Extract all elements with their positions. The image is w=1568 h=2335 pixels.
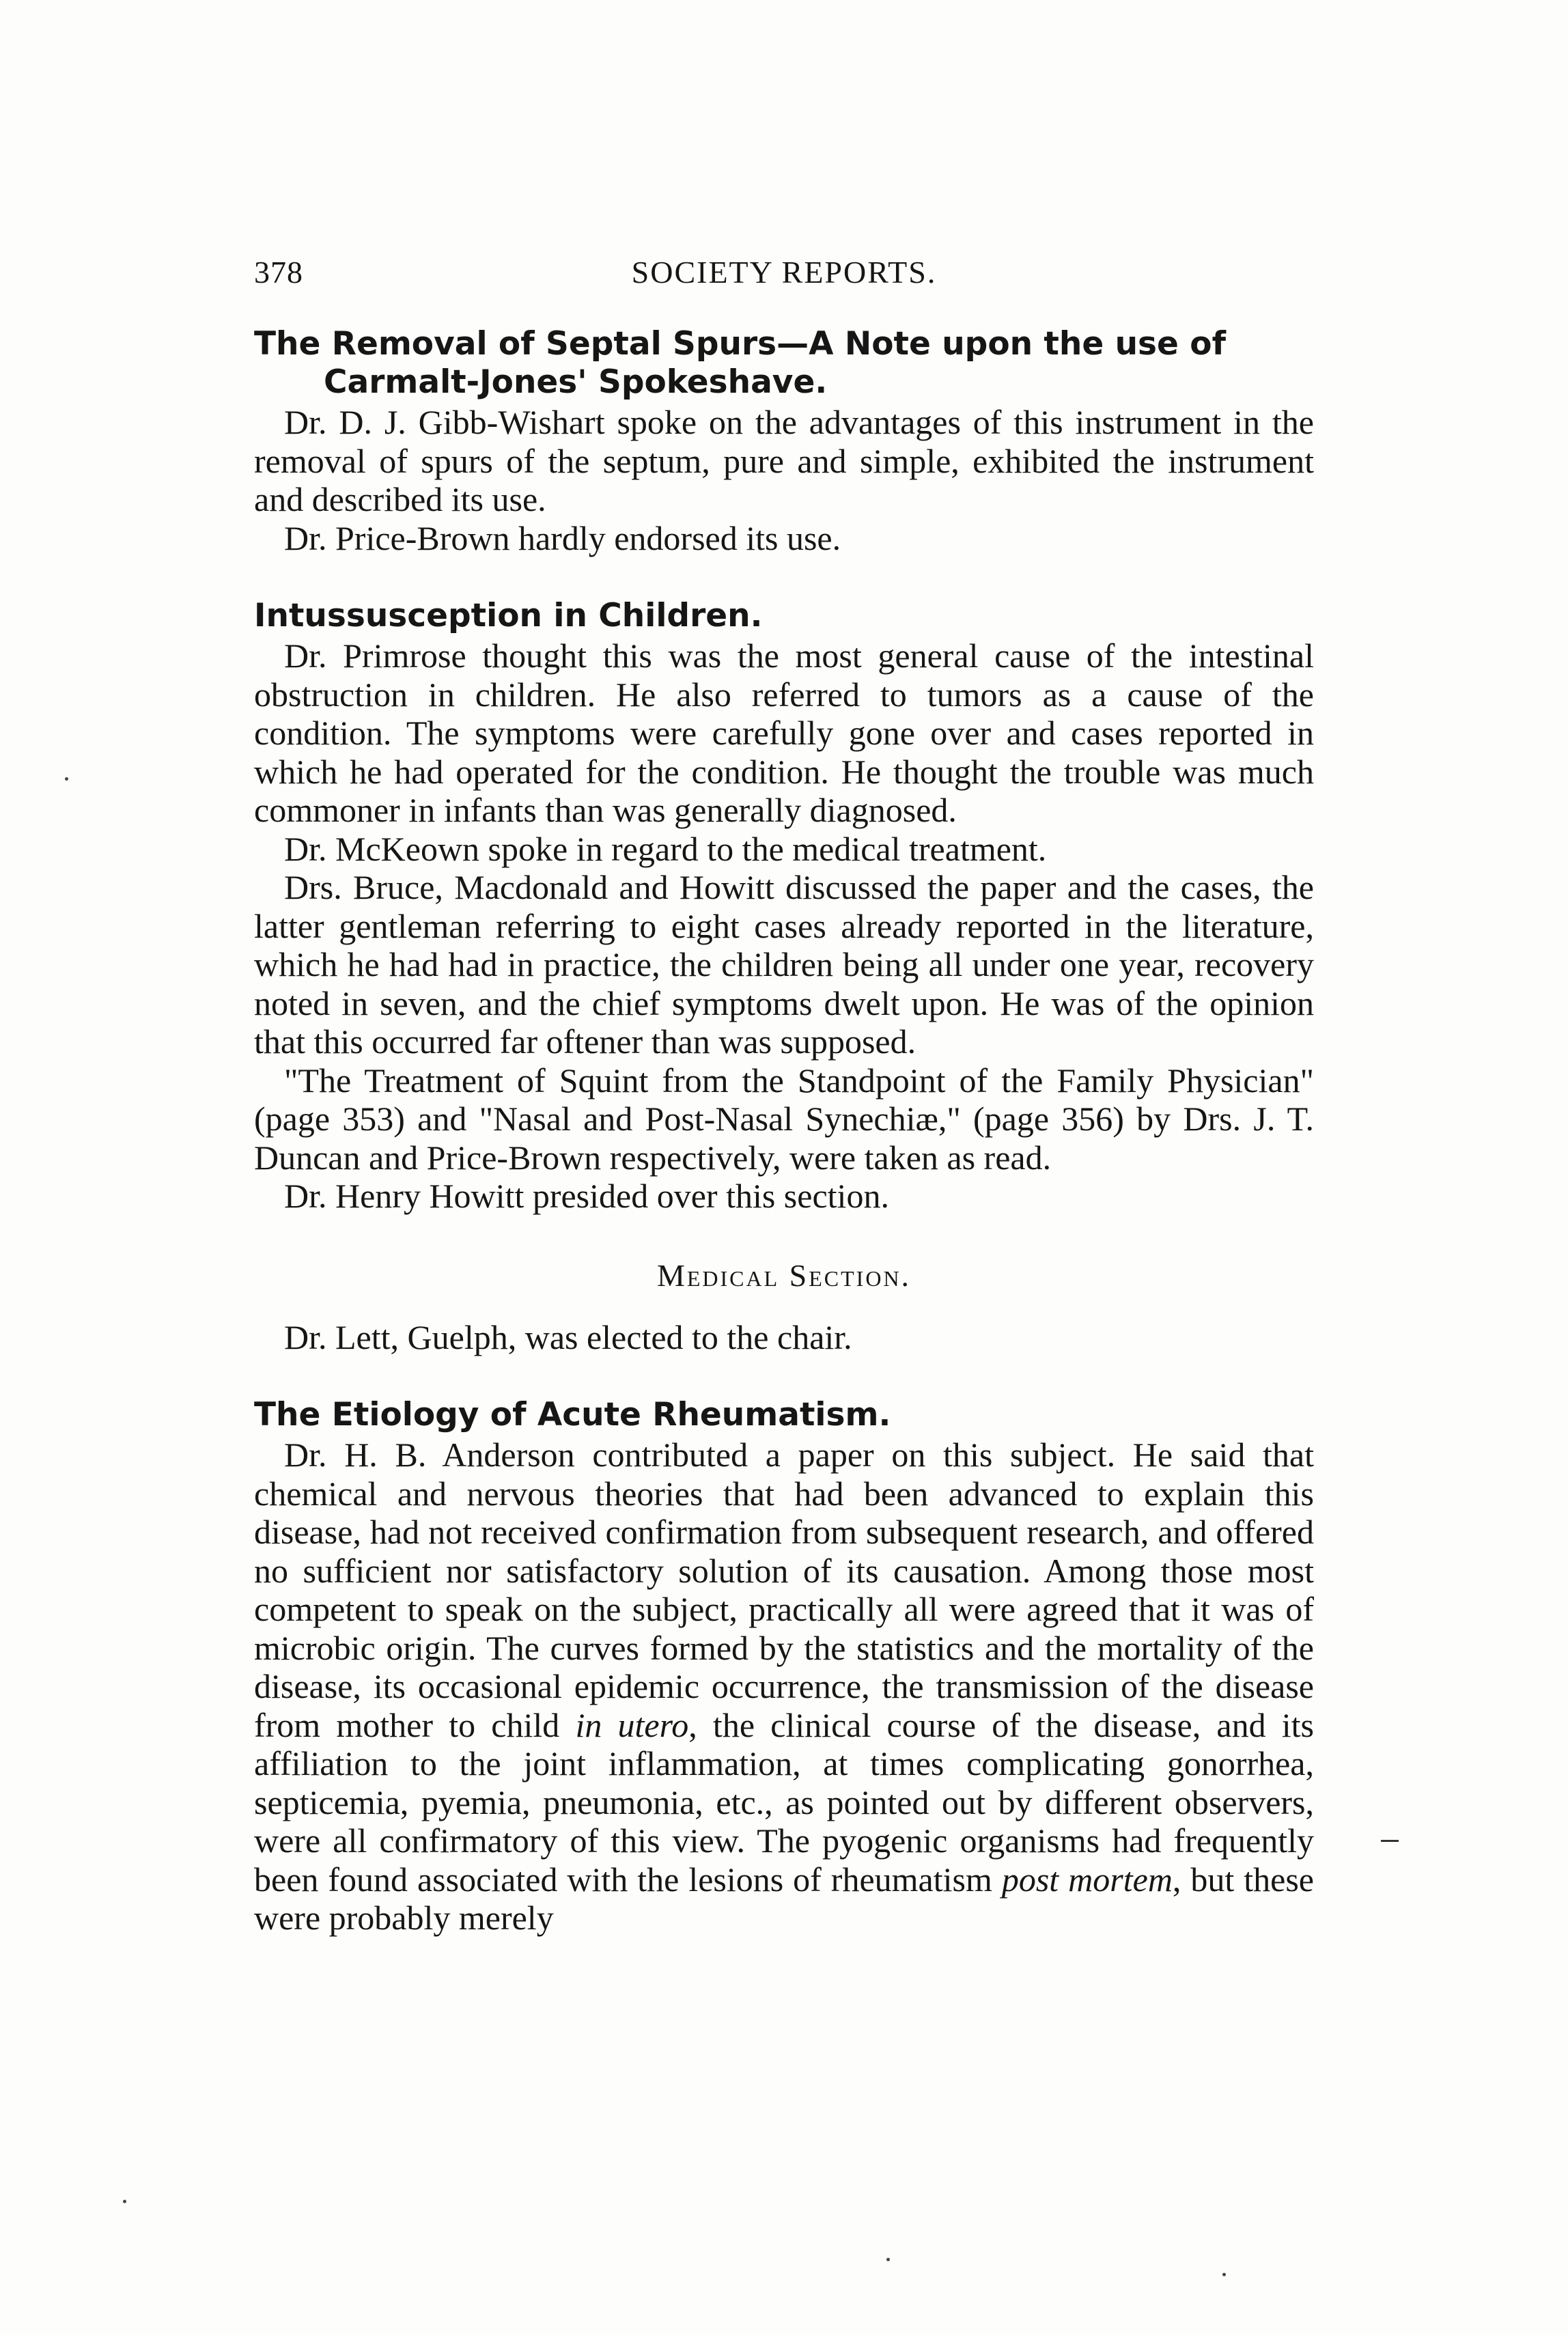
document-page	[254, 254, 1314, 1938]
chair-note: Dr. Lett, Guelph, was elected to the chair.	[284, 1317, 852, 1356]
paragraph	[254, 1436, 1314, 1938]
text-run: , but these were probably merely	[254, 1860, 1314, 1937]
article-heading: The Etiology of Acute Rheumatism.	[254, 1396, 891, 1434]
margin-dot-mark	[886, 2258, 890, 2261]
paragraph: Dr. D. J. Gibb-Wishart spoke on the advantages of this instrument in the removal of spurs of the septum, pure and simple, exhibited the instrument and described its use.	[254, 403, 1314, 518]
article-etiology	[254, 1396, 1314, 1938]
running-title: SOCIETY REPORTS.	[631, 255, 937, 290]
article-septal-spurs	[254, 325, 1314, 557]
margin-dot-mark	[123, 2200, 126, 2203]
italic-term: post mortem	[1001, 1860, 1173, 1899]
article-heading: The Removal of Septal Spurs—A Note upon the use of Carmalt-Jones' Spokeshave.	[254, 325, 1227, 401]
paragraph: "The Treatment of Squint from the Standpoint of the Family Physician" (page 353) and "Nasal and Post-Nasal Synechiæ," (page 356) by Drs. J. T. Duncan and Price-Brown respectively, were taken as read.	[254, 1061, 1314, 1177]
italic-term: in utero	[575, 1705, 689, 1744]
page-number: 378	[254, 255, 303, 290]
article-intussusception	[254, 597, 1314, 1216]
text-run: , the clinical course of the disease, and its affiliation to the joint inflammation, at times complicating gonorrhea, septicemia, pyemia, pneumonia, etc., as pointed out by different observers, were all confirmatory of this view. The pyogenic organisms had frequently been found associated with the lesions of rheumatism	[254, 1705, 1315, 1899]
margin-dot-mark	[65, 777, 68, 781]
paragraph: Drs. Bruce, Macdonald and Howitt discussed the paper and the cases, the latter gentleman referring to eight cases already reported in the literature, which he had had in practice, the children being all under one year, recovery noted in seven, and the chief symptoms dwelt upon. He was of the opinion that this occurred far oftener than was supposed.	[254, 868, 1314, 1061]
article-heading: Intussusception in Children.	[254, 597, 763, 634]
text-run: Dr. H. B. Anderson contributed a paper on this subject. He said that chemical and nervous theories that had been advanced to explain this disease, had not received confirmation from subsequent research, and offered no sufficient nor satisfactory solution of its causation. Among those most competent to speak on the subject, practically all were agreed that it was of microbic origin. The curves formed by the statistics and the mortality of the disease, its occasional epidemic occurrence, the transmission of the disease from mother to child	[254, 1436, 1314, 1744]
margin-dot-mark	[1222, 2273, 1226, 2276]
paragraph: Dr. Primrose thought this was the most general cause of the intestinal obstruction in children. He also referred to tumors as a cause of the condition. The symptoms were carefully gone over and cases reported in which he had operated for the condition. He thought the trouble was much commoner in infants than was generally diagnosed.	[254, 637, 1314, 829]
paragraph: Dr. McKeown spoke in regard to the medical treatment.	[284, 829, 1047, 868]
medical-section-heading: Medical Section.	[656, 1257, 912, 1293]
paragraph: Dr. Henry Howitt presided over this section.	[284, 1177, 889, 1215]
paragraph: Dr. Price-Brown hardly endorsed its use.	[284, 518, 841, 557]
margin-dash-mark	[1381, 1840, 1399, 1842]
running-head	[254, 254, 1314, 298]
